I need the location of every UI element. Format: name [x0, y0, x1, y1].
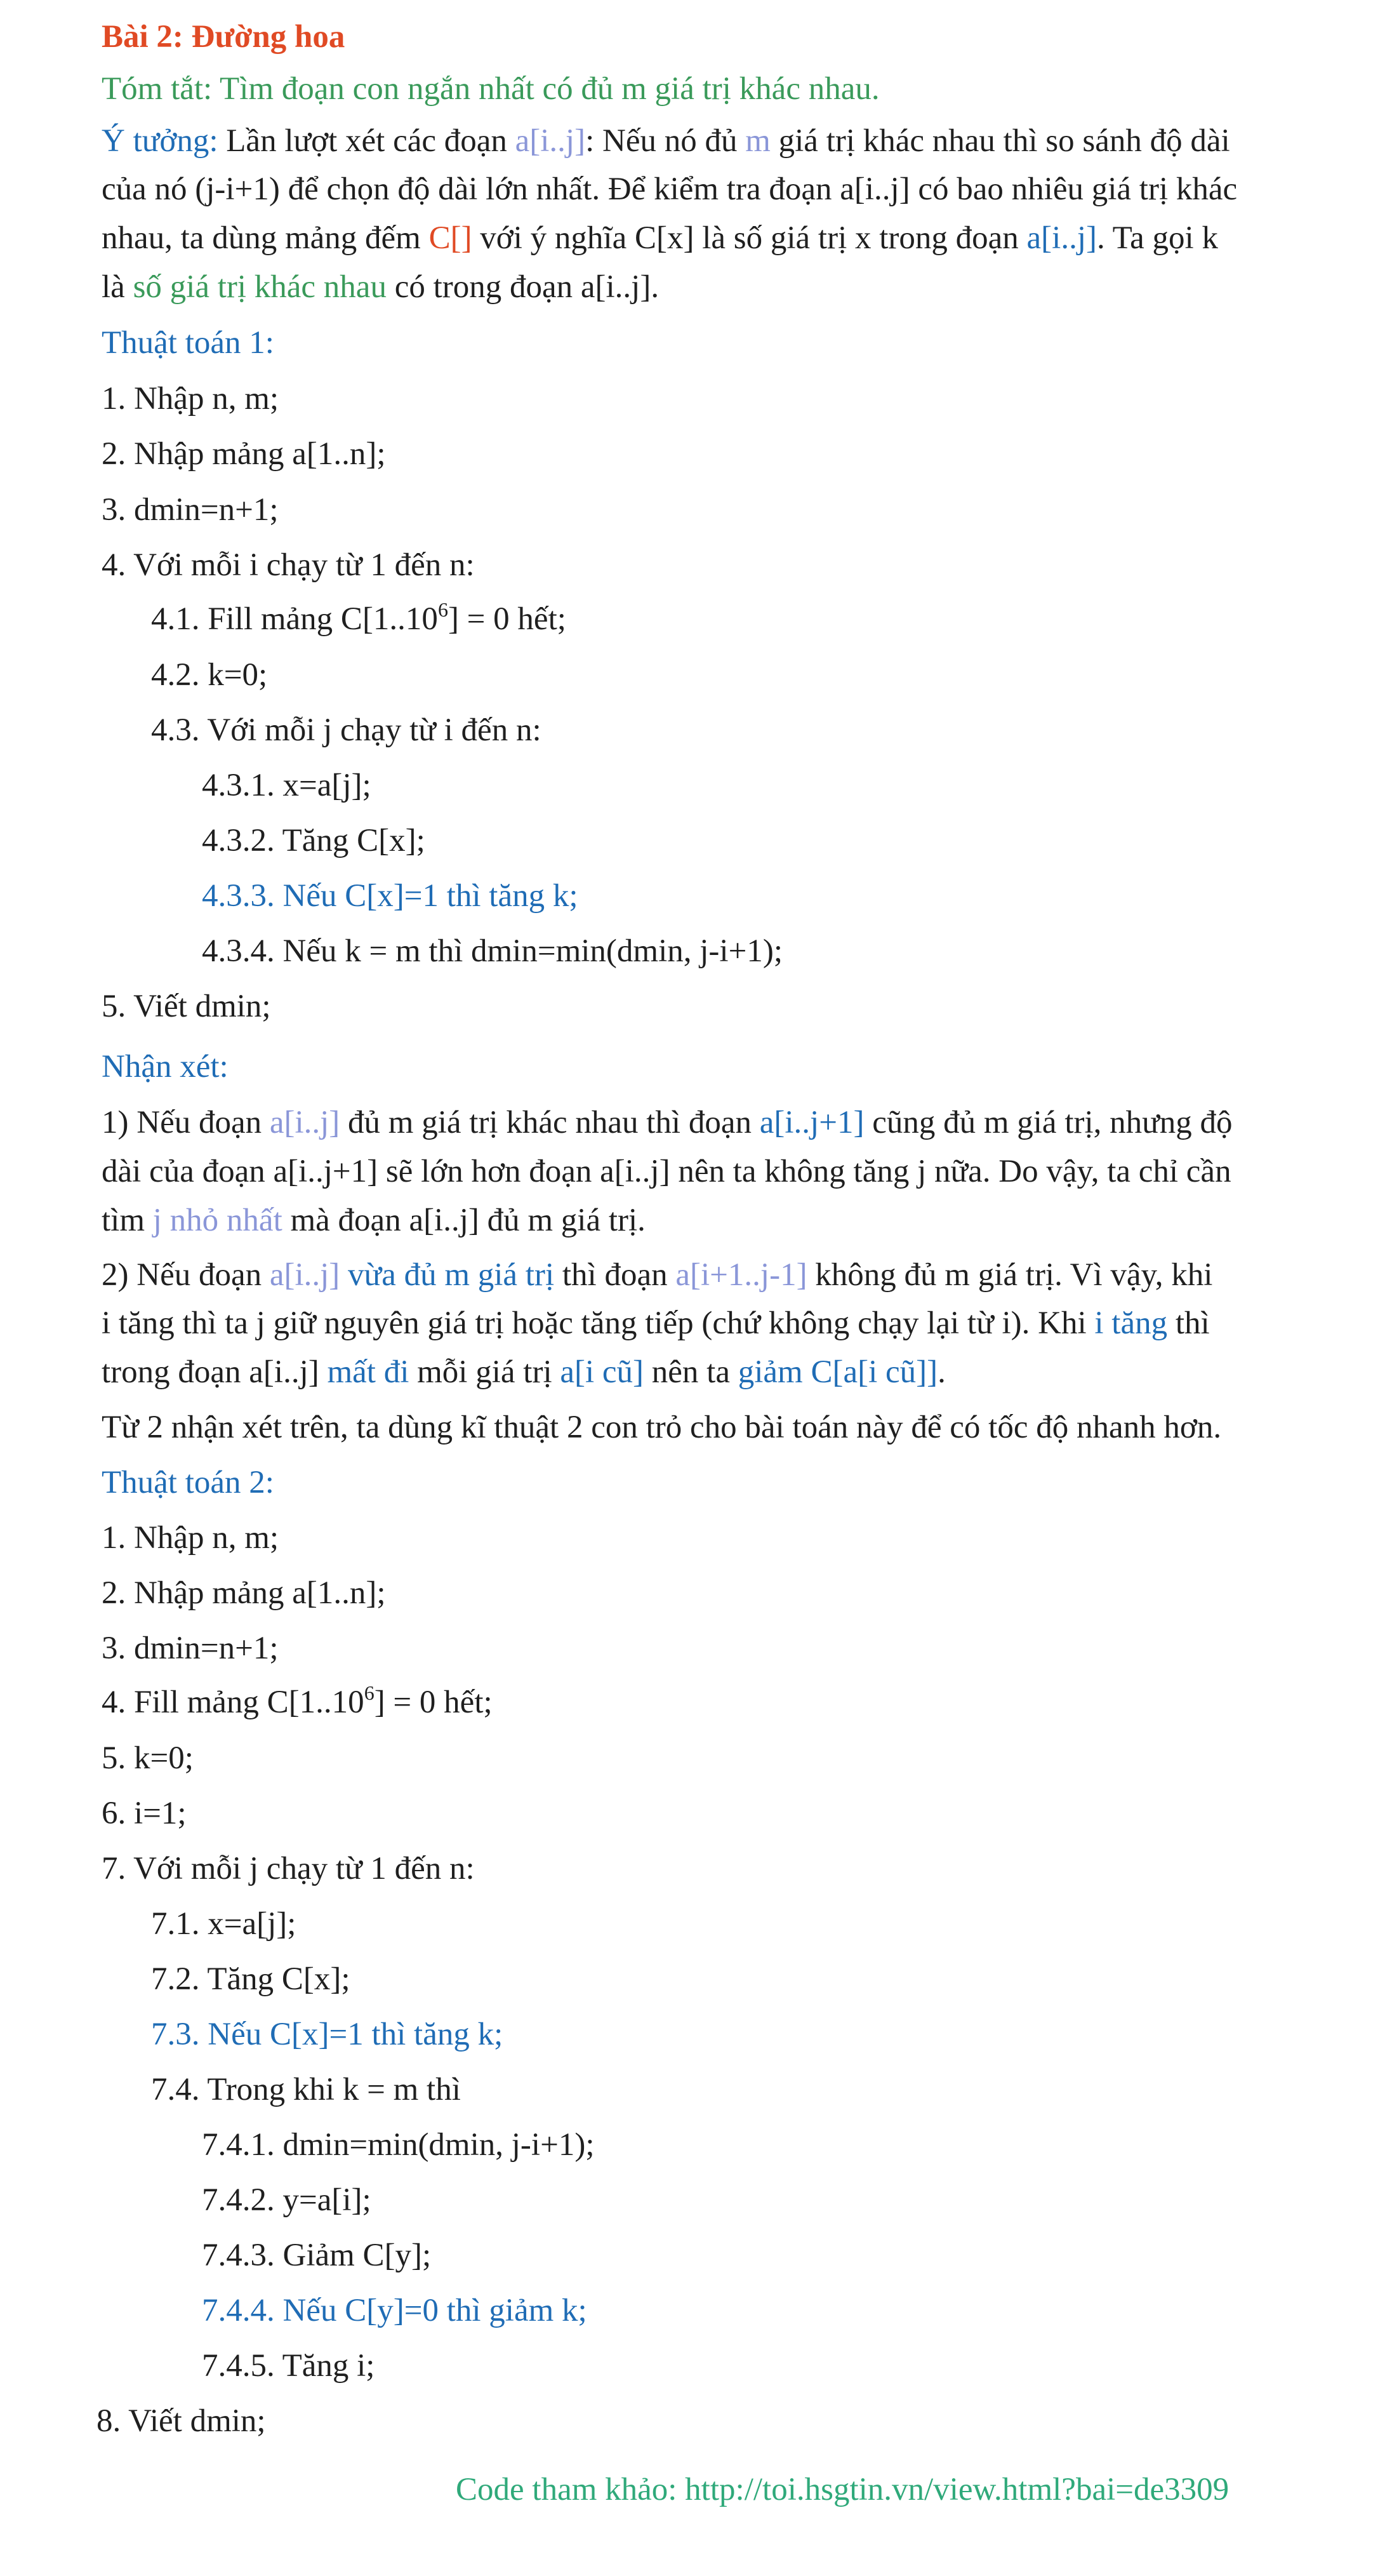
idea-label: Ý tưởng:: [102, 123, 218, 159]
algo2-step: 3. dmin=n+1;: [102, 1631, 279, 1666]
remark-text: mất đi: [327, 1354, 409, 1390]
remark-text: i tăng thì ta j giữ nguyên giá trị hoặc tăng tiếp (chứ không chạy lại từ i). Khi: [102, 1305, 1095, 1341]
remark-text: giảm C[a[i cũ]]: [738, 1354, 938, 1390]
algo2-step: 2. Nhập mảng a[1..n];: [102, 1575, 386, 1611]
algo1-heading: Thuật toán 1:: [102, 325, 274, 361]
algo1-step: 4.3.3. Nếu C[x]=1 thì tăng k;: [202, 878, 578, 914]
remark1-line-3: [102, 1201, 646, 1239]
algo1-step: 4. Với mỗi i chạy từ 1 đến n:: [102, 547, 475, 583]
step-text: ] = 0 hết;: [447, 601, 566, 637]
remark1-line-2: dài của đoạn a[i..j+1] sẽ lớn hơn đoạn a[i..j] nên ta không tăng j nữa. Do vậy, ta chỉ cần: [102, 1154, 1231, 1189]
remark-text: mỗi giá trị: [409, 1354, 560, 1390]
idea-text: giá trị khác nhau thì so sánh độ dài: [770, 123, 1230, 159]
idea-text: số giá trị khác nhau: [133, 269, 387, 305]
superscript: 6: [364, 1681, 375, 1704]
algo2-step: 6. i=1;: [102, 1796, 187, 1831]
algo1-step: 4.2. k=0;: [151, 657, 268, 693]
remarks-heading: Nhận xét:: [102, 1049, 229, 1084]
remark-text: tìm: [102, 1203, 153, 1238]
remark-text: a[i+1..j-1]: [675, 1257, 807, 1293]
algo1-step: 4.3.2. Tăng C[x];: [202, 823, 425, 858]
algo2-step: 7.1. x=a[j];: [151, 1906, 296, 1942]
idea-text: với ý nghĩa C[x] là số giá trị x trong đoạn: [472, 220, 1027, 256]
remark2-line-3: [102, 1353, 946, 1391]
remark-text: a[i..j]: [269, 1257, 340, 1293]
idea-line-1: [102, 122, 1230, 160]
idea-text: nhau, ta dùng mảng đếm: [102, 220, 429, 256]
algo1-step: 4.3. Với mỗi j chạy từ i đến n:: [151, 712, 541, 748]
remark-text: vừa đủ m giá trị: [340, 1257, 555, 1293]
algo1-step: [151, 600, 566, 638]
remark-text: a[i..j]: [269, 1105, 340, 1140]
code-reference-link[interactable]: Code tham khảo: http://toi.hsgtin.vn/view.html?bai=de3309: [456, 2472, 1230, 2507]
algo1-step: 4.3.4. Nếu k = m thì dmin=min(dmin, j-i+1);: [202, 933, 783, 969]
algo2-heading: Thuật toán 2:: [102, 1465, 274, 1500]
remark-text: i tăng: [1094, 1305, 1168, 1341]
algo2-step: 7.4.2. y=a[i];: [202, 2182, 371, 2218]
algo1-step: 5. Viết dmin;: [102, 989, 271, 1024]
remark-text: đủ m giá trị khác nhau thì đoạn: [340, 1105, 760, 1140]
idea-line-4: [102, 268, 659, 306]
idea-text: m: [745, 123, 771, 159]
remark-text: a[i..j+1]: [759, 1105, 865, 1140]
remarks-conclusion: Từ 2 nhận xét trên, ta dùng kĩ thuật 2 con trỏ cho bài toán này để có tốc độ nhanh hơn.: [102, 1410, 1222, 1445]
idea-text: Lần lượt xét các đoạn: [218, 123, 515, 159]
algo2-step: 5. k=0;: [102, 1740, 194, 1776]
step-text: 4. Fill mảng C[1..10: [102, 1685, 364, 1720]
algo2-step: 7.4.3. Giảm C[y];: [202, 2238, 432, 2273]
summary-text: Tìm đoạn con ngắn nhất có đủ m giá trị khác nhau.: [212, 71, 880, 107]
idea-line-3: [102, 219, 1218, 257]
algo2-step: 7.4. Trong khi k = m thì: [151, 2072, 461, 2107]
algo2-step: 7.3. Nếu C[x]=1 thì tăng k;: [151, 2017, 503, 2052]
idea-text: là: [102, 269, 133, 305]
idea-text: . Ta gọi k: [1097, 220, 1218, 256]
algo2-step: 7.4.5. Tăng i;: [202, 2348, 375, 2384]
algo2-step: 7. Với mỗi j chạy từ 1 đến n:: [102, 1851, 475, 1886]
idea-text: có trong đoạn a[i..j].: [386, 269, 660, 305]
algo2-step: [102, 1683, 493, 1721]
remark-text: 1) Nếu đoạn: [102, 1105, 270, 1140]
idea-text: C[]: [428, 220, 472, 256]
idea-text: a[i..j]: [515, 123, 586, 159]
algo2-step: 7.4.1. dmin=min(dmin, j-i+1);: [202, 2127, 595, 2163]
idea-line-2: của nó (j-i+1) để chọn độ dài lớn nhất. Để kiểm tra đoạn a[i..j] có bao nhiêu giá trị khác: [102, 171, 1238, 207]
algo2-step: 8. Viết dmin;: [96, 2403, 266, 2439]
remark2-line-2: [102, 1304, 1210, 1342]
remark-text: a[i cũ]: [560, 1354, 644, 1390]
remark-text: cũng đủ m giá trị, nhưng độ: [864, 1105, 1233, 1140]
algo2-step: 7.2. Tăng C[x];: [151, 1961, 350, 1997]
algo1-step: 3. dmin=n+1;: [102, 492, 279, 528]
summary-label: Tóm tắt:: [102, 71, 213, 107]
superscript: 6: [437, 598, 448, 621]
remark-text: nên ta: [644, 1354, 738, 1390]
remark-text: mà đoạn a[i..j] đủ m giá trị.: [282, 1203, 646, 1238]
remark-text: j nhỏ nhất: [152, 1203, 282, 1238]
remark-text: .: [938, 1354, 946, 1390]
problem-title: Bài 2: Đường hoa: [102, 19, 345, 55]
algo2-step: 1. Nhập n, m;: [102, 1520, 279, 1556]
remark-text: thì đoạn: [554, 1257, 676, 1293]
step-text: ] = 0 hết;: [374, 1685, 493, 1720]
algo1-step: 2. Nhập mảng a[1..n];: [102, 436, 386, 472]
remark1-line-1: [102, 1104, 1233, 1142]
remark-text: thì: [1167, 1305, 1210, 1341]
algo1-step: 1. Nhập n, m;: [102, 381, 279, 417]
idea-text: : Nếu nó đủ: [585, 123, 746, 159]
remark-text: trong đoạn a[i..j]: [102, 1354, 328, 1390]
summary-line: [102, 70, 880, 108]
remark-text: 2) Nếu đoạn: [102, 1257, 270, 1293]
remark2-line-1: [102, 1256, 1212, 1294]
algo1-step: 4.3.1. x=a[j];: [202, 768, 371, 803]
algo2-step: 7.4.4. Nếu C[y]=0 thì giảm k;: [202, 2293, 587, 2328]
remark-text: không đủ m giá trị. Vì vậy, khi: [807, 1257, 1213, 1293]
idea-text: a[i..j]: [1026, 220, 1097, 256]
step-text: 4.1. Fill mảng C[1..10: [151, 601, 438, 637]
